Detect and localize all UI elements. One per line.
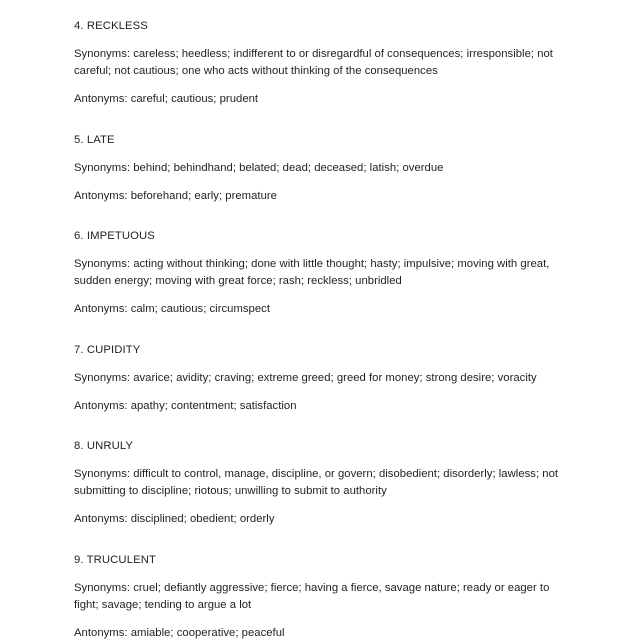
entry-heading: 8. UNRULY [74, 440, 134, 453]
entry-antonyms: Antonyms: apathy; contentment; satisfaction [74, 399, 297, 412]
vocabulary-entry [74, 438, 560, 529]
entry-antonyms: Antonyms: amiable; cooperative; peaceful [74, 627, 285, 640]
entry-heading: 7. CUPIDITY [74, 343, 141, 356]
entry-heading: 6. IMPETUOUS [74, 230, 155, 243]
entry-antonyms: Antonyms: careful; cautious; prudent [74, 93, 259, 106]
entry-synonyms: Synonyms: acting without thinking; done with little thought; hasty; impulsive; moving with great, sudden energy; moving with great force; rash; reckless; unbridled [74, 258, 550, 288]
entry-heading: 9. TRUCULENT [74, 553, 156, 566]
vocabulary-entry [74, 132, 560, 205]
entry-synonyms: Synonyms: careless; heedless; indifferent to or disregardful of consequences; irresponsible; not careful; not cautious; one who acts without thinking of the consequences [74, 48, 553, 78]
entry-synonyms: Synonyms: cruel; defiantly aggressive; fierce; having a fierce, savage nature; ready or eager to fight; savage; tending to argue a lot [74, 581, 550, 611]
entry-heading: 4. RECKLESS [74, 20, 148, 32]
entry-synonyms: Synonyms: avarice; avidity; craving; extreme greed; greed for money; strong desire; voracity [74, 371, 537, 384]
entry-antonyms: Antonyms: calm; cautious; circumspect [74, 303, 270, 316]
entry-antonyms: Antonyms: beforehand; early; premature [74, 189, 277, 202]
vocabulary-entry [74, 342, 560, 415]
vocabulary-entry [74, 228, 560, 319]
entry-synonyms: Synonyms: behind; behindhand; belated; dead; deceased; latish; overdue [74, 161, 444, 174]
entry-heading: 5. LATE [74, 133, 115, 146]
entry-antonyms: Antonyms: disciplined; obedient; orderly [74, 513, 275, 526]
entry-synonyms: Synonyms: difficult to control, manage, discipline, or govern; disobedient; disorderly; lawless; not submitting to discipline; riotous; unwilling to submit to authority [74, 468, 559, 498]
vocabulary-entry [74, 18, 560, 109]
vocabulary-entry [74, 552, 560, 642]
